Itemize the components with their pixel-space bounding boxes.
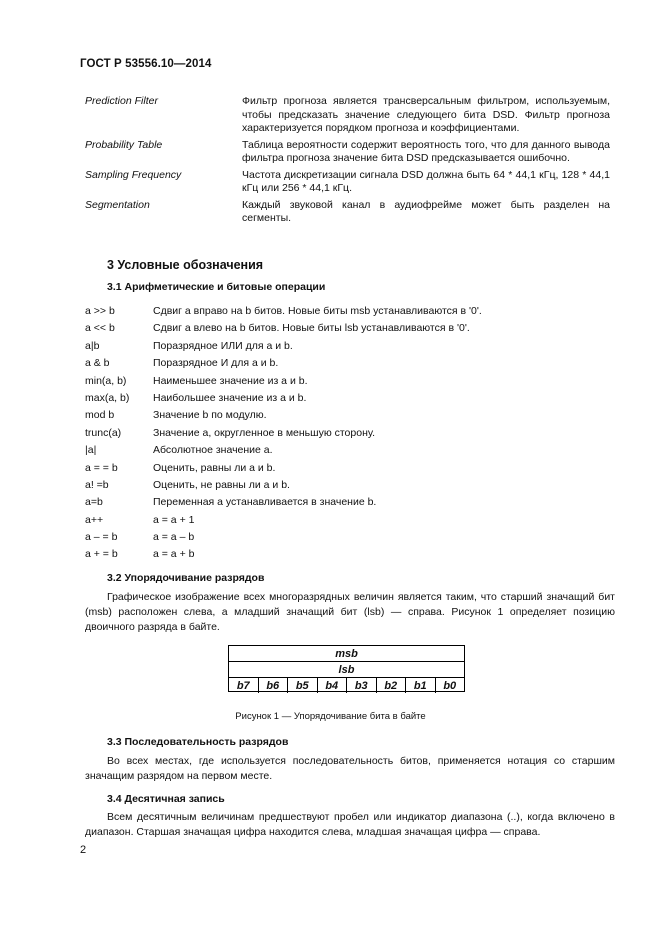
symbol-desc: Переменная a устанавливается в значение b.: [153, 496, 377, 509]
bit-cell: b2: [377, 678, 407, 693]
symbol-row: [85, 357, 605, 374]
symbol-desc: a = a – b: [153, 531, 195, 544]
symbol-term: trunc(a): [85, 426, 122, 439]
bit-cell: b4: [318, 678, 348, 693]
symbol-term: a << b: [85, 322, 115, 335]
symbol-desc: Абсолютное значение a.: [153, 444, 273, 457]
symbol-term: max(a, b): [85, 391, 130, 404]
symbol-desc: Сдвиг a вправо на b битов. Новые биты msb устанавливаются в '0'.: [153, 305, 482, 317]
symbol-desc: Наибольшее значение из a и b.: [153, 391, 307, 404]
symbol-term: a >> b: [85, 305, 115, 317]
symbol-term: a – = b: [85, 531, 118, 544]
symbol-row: [85, 427, 605, 444]
symbol-row: [85, 462, 605, 479]
symbol-term: a & b: [85, 357, 110, 370]
symbol-desc: Поразрядное ИЛИ для a и b.: [153, 339, 293, 352]
symbol-row: [85, 496, 605, 513]
figure-caption: Рисунок 1 — Упорядочивание бита в байте: [235, 711, 426, 722]
lsb-label: lsb: [338, 663, 355, 676]
symbol-row: [85, 514, 605, 531]
bit-order-table: [228, 645, 465, 692]
section-3-3-title: 3.3 Последовательность разрядов: [107, 736, 289, 748]
section-3-4-title: 3.4 Десятичная запись: [107, 793, 225, 805]
symbol-term: |a|: [85, 444, 97, 457]
definition-row: [85, 95, 610, 136]
symbol-desc: Оценить, равны ли a и b.: [153, 461, 276, 474]
symbol-desc: Наименьшее значение из a и b.: [153, 374, 308, 387]
symbol-row: [85, 375, 605, 392]
section-3-3-text: [85, 754, 615, 784]
bit-cell: b3: [347, 678, 377, 693]
section-3-4-text: [85, 810, 615, 840]
symbol-term: min(a, b): [85, 374, 127, 387]
definition-desc: Каждый звуковой канал в аудиофрейме может быть разделен на сегменты.: [242, 198, 610, 225]
section-3-2-text: [85, 590, 615, 635]
definition-desc: Таблица вероятности содержит вероятность того, что для данного вывода фильтра прогноза значение бита DSD предсказывается ошибочно.: [242, 138, 610, 165]
symbols-list: [85, 305, 605, 566]
symbol-term: mod b: [85, 409, 115, 422]
symbol-desc: Значение b по модулю.: [153, 409, 267, 422]
msb-label: msb: [229, 646, 464, 662]
symbol-desc: Сдвиг a влево на b битов. Новые биты lsb устанавливаются в '0'.: [153, 322, 470, 335]
symbol-row: [85, 444, 605, 461]
definition-term: Segmentation: [85, 198, 150, 211]
symbol-term: a|b: [85, 339, 100, 352]
symbol-row: [85, 548, 605, 565]
section-3-title: 3 Условные обозначения: [107, 258, 264, 272]
bit-cells-row: [229, 677, 464, 693]
bit-cell: b0: [443, 679, 457, 692]
symbol-row: [85, 322, 605, 339]
definitions-list: [85, 95, 610, 229]
symbol-term: a++: [85, 513, 104, 526]
definition-row: [85, 199, 610, 226]
symbol-row: [85, 305, 605, 322]
symbol-desc: Оценить, не равны ли a и b.: [153, 478, 290, 491]
section-3-1-title: 3.1 Арифметические и битовые операции: [107, 281, 326, 293]
document-header: ГОСТ Р 53556.10—2014: [80, 58, 212, 70]
definition-desc: Частота дискретизации сигнала DSD должна быть 64 * 44,1 кГц, 128 * 44,1 кГц или 256 * 44,1 кГц.: [242, 168, 610, 195]
section-3-2-paragraph: Графическое изображение всех многоразрядных величин является таким, что старший значащий бит (msb) расположен слева, а младший значащий бит (lsb) — справа. Рисунок 1 определяет позицию двоичного разряда в байте.: [85, 591, 615, 633]
definition-term: Prediction Filter: [85, 95, 158, 107]
symbol-desc: Значение a, округленное в меньшую сторону.: [153, 426, 375, 439]
definition-row: [85, 139, 610, 166]
bit-cell: b5: [288, 678, 318, 693]
definition-term: Sampling Frequency: [85, 168, 182, 181]
symbol-desc: a = a + 1: [153, 513, 195, 526]
symbol-desc: Поразрядное И для a и b.: [153, 357, 279, 370]
bit-cell: b6: [259, 678, 289, 693]
symbol-term: a + = b: [85, 548, 118, 561]
section-3-2-title: 3.2 Упорядочивание разрядов: [107, 572, 265, 584]
symbol-term: a! =b: [85, 478, 109, 491]
section-3-3-paragraph: Во всех местах, где используется последовательность битов, применяется нотация со старшим значащим разрядом на первом месте.: [85, 755, 615, 782]
section-3-4-paragraph: Всем десятичным величинам предшествуют пробел или индикатор диапазона (..), когда включено в диапазон. Старшая значащая цифра находится слева, младшая значащая цифра — справа.: [85, 811, 615, 838]
symbol-row: [85, 392, 605, 409]
page-number: 2: [80, 844, 87, 856]
symbol-desc: a = a + b: [153, 548, 195, 561]
symbol-term: a = = b: [85, 461, 118, 474]
definition-desc: Фильтр прогноза является трансверсальным фильтром, используемым, чтобы предсказать значение следующего бита DSD. Фильтр прогноза характеризуется порядком прогноза и коэффициентами.: [242, 95, 610, 135]
symbol-row: [85, 340, 605, 357]
definition-row: [85, 169, 610, 196]
symbol-term: a=b: [85, 496, 103, 509]
bit-cell: b7: [229, 678, 259, 693]
bit-cell: b1: [406, 678, 436, 693]
definition-term: Probability Table: [85, 138, 163, 151]
symbol-row: [85, 531, 605, 548]
symbol-row: [85, 409, 605, 426]
symbol-row: [85, 479, 605, 496]
